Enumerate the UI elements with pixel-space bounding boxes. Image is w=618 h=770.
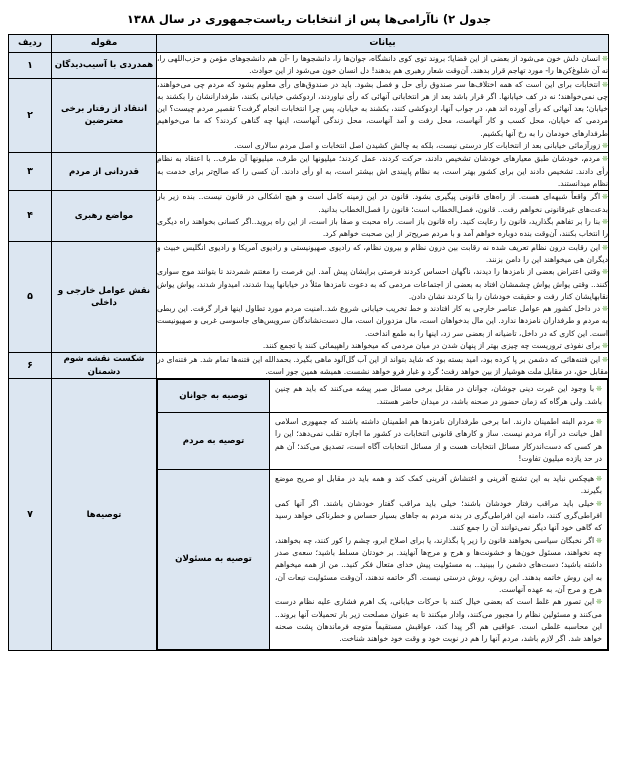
statement-paragraph: [157, 340, 608, 352]
statement-text: برای نفوذی تروریست چه چیزی بهتر از پنهان شدن در میان مردمی که میخواهند راهپیمائی کنند یا تجمع کنند.: [262, 341, 601, 351]
statement-paragraph: [275, 498, 602, 535]
category-cell: انتقاد از رفتار برخی معترضین: [52, 78, 157, 153]
table-row: [9, 353, 609, 379]
statement-paragraph: [275, 535, 602, 597]
statement-paragraph: [157, 242, 608, 267]
bullet-marker-icon: ❊: [596, 598, 602, 607]
statements-cell: [157, 153, 609, 191]
sub-row: [158, 412, 608, 469]
statement-paragraph: [157, 354, 608, 379]
statements-cell: [157, 191, 609, 241]
statement-text: اگر واقعاً شبهه‌ای هست. از راه‌های قانونی پیگیری بشود. قانون در این زمینه کامل است و هیچ اشکالی در قانون نیست.. بنده زیر بار بدعت‌های غیرقانونی نخواهم رفت.. قانون، فصل‌الخطاب است؛ قانون را فصل‌الخطاب بدانید.: [157, 192, 608, 214]
table-row: [9, 52, 609, 78]
statement-paragraph: [157, 153, 608, 190]
table-row: [9, 241, 609, 353]
sub-category-cell: توصیه به مردم: [158, 412, 270, 469]
sub-category-cell: توصیه به مسئولان: [158, 470, 270, 650]
statement-text: این فتنه‌هائی که دشمن بر پا کرده بود، امید بسته بود که شاید بتواند از این آب گل‌آلود ماهی بگیرد. بحمدالله این فتنه‌ها تمام شد. هر فتنه‌ای در مقابل حق، در مقابل ملت هوشیار از بین خواهد رفت؛ گرد و غبار فرو خواهد نشست. همیشه همین جور است.: [157, 354, 608, 376]
bullet-marker-icon: ❊: [602, 193, 608, 202]
row-number-cell: ۲: [9, 78, 52, 153]
statement-text: این تصور هم غلط است که بعضی خیال کنند با حرکات خیابانی، یک اهرم فشاری علیه نظام درست می‌کنند و مسئولین نظام را مجبور می‌کنند، وادار میکنند تا به عنوان مصلحت زیر بار تحمیلات آنها بروند.. این محاسبه غلطی است. عواقبی هم اگر پیدا کند، عواقبش مستقیماً متوجه فرماندهان پشت صحنه خواهد شد. اگر لازم باشد، مردم آنها را هم در نوبت خود و وقت خود خواهند شناخت.: [275, 597, 602, 644]
row-number-cell: ۵: [9, 241, 52, 353]
bullet-marker-icon: ❊: [596, 475, 602, 484]
nested-statements-wrapper: [157, 379, 609, 651]
table-row: [9, 191, 609, 241]
sub-statements-cell: [270, 380, 608, 413]
statement-paragraph: [157, 303, 608, 340]
statement-text: مردم، خودشان طبق معیارهای خودشان تشخیص دادند، حرکت کردند، عمل کردند؛ میلیونها این طرف، میلیونها آن طرف.. با اعتقاد به نظام رأی دادند. تشخیص دادند این برای کشور بهتر است، به نظام پایبندی اش بیشتر است، به او رأی دادند. آن کسی را که صالح‌تر برای خدمت به نظام میدانستند.: [157, 154, 608, 189]
bullet-marker-icon: ❊: [602, 268, 608, 277]
statement-text: بنا را بر تفاهم بگذارید، قانون را رعایت کنید. راه قانون باز است. راه محبت و صفا باز است، از این راه بروید..اگر کسانی بخواهند راه دیگری را انتخاب بکنند، آن‌وقت بنده دوباره خواهم آمد و با مردم صریح‌تر از این صحبت خواهم کرد.: [157, 216, 608, 239]
statement-paragraph: [157, 266, 608, 303]
unrest-table: [8, 34, 609, 651]
sub-row: [158, 380, 608, 413]
bullet-marker-icon: ❊: [596, 536, 602, 545]
bullet-marker-icon: ❊: [602, 243, 608, 252]
statement-text: با وجود این غیرت دینی جوشان، جوانان در مقابل برخی مسائل صبر پیشه می‌کنند که باید هم چنین باشد. ولی هرگاه که زمان حضور در صحنه باشد، در میدان حاضر هستند.: [275, 384, 602, 406]
row-number-cell: ۱: [9, 52, 52, 78]
bullet-marker-icon: ❊: [596, 417, 602, 426]
sub-statements-cell: [270, 470, 608, 650]
sub-statements-table: [157, 379, 608, 650]
bullet-marker-icon: ❊: [602, 54, 608, 63]
sub-category-cell: توصیه به جوانان: [158, 380, 270, 413]
statements-cell: [157, 78, 609, 153]
sub-row: [158, 470, 608, 650]
bullet-marker-icon: ❊: [602, 217, 608, 226]
bullet-marker-icon: ❊: [602, 342, 608, 351]
table-header-row: [9, 34, 609, 52]
statement-paragraph: [275, 473, 602, 498]
statement-paragraph: [157, 140, 608, 152]
statement-text: مردم البته اطمینان دارند. اما برخی طرفداران نامزدها هم اطمینان داشته باشند که جمهوری اسلامی اهل خیانت در آراء مردم نیست. ساز و کارهای قانونی انتخابات در کشور ما اجازه تقلب نمی‌دهد؛ این را هر کسی که دست‌اندرکار مسائل انتخابات هست و از مسائل انتخابات آگاه است، تصدیق می‌کند؛ آن هم در حد یازده میلیون تفاوت!: [275, 416, 602, 463]
statement-text: اگر نخبگان سیاسی بخواهند قانون را زیر پا بگذارند، یا برای اصلاح ابرو، چشم را کور کنند، چه بخواهند، چه نخواهند، مسئول خون‌ها و خشونت‌ها و هرج و مرج‌ها آنهایند. بر خودتان مسلط باشید؛ سعه‌ی صدر داشته باشید؛ دست‌های دشمن را ببینید.. به مسئولیت پیش خدای متعال فکر کنید.. من از همه میخواهم به این روش خاتمه بدهند. این روش، روش درستی نیست. اگر خاتمه ندهند، آن‌وقت مسئولیت تبعات آن، هرج و مرج آن، به عهده آنهاست.: [275, 535, 602, 594]
statement-text: وقتی اعتراض بعضی از نامزدها را دیدند، ناگهان احساس کردند فرصتی برایشان پیش آمد. این فرصت را مغتنم شمردند تا بتوانند موج سواری کنند.. وقتی یواش یواش چشمشان افتاد به بعضی از اجتماعات مردمی که به دعوت نامزدها مثلاً در خیابانها پیدا شدند، امیدوار شدند، یواش یواش نقابهایشان کنار رفت و حقیقت خودشان را بنا کردند نشان دادن.: [157, 267, 608, 301]
bullet-marker-icon: ❊: [602, 305, 608, 314]
row-number-cell: ۳: [9, 153, 52, 191]
bullet-marker-icon: ❊: [596, 499, 602, 508]
row-number-cell: ۷: [9, 379, 52, 651]
statement-paragraph: [157, 191, 608, 216]
statements-cell: [157, 241, 609, 353]
statement-paragraph: [275, 596, 602, 645]
page-title: جدول ۲) ناآرامی‌ها پس از انتخابات ریاست‌جمهوری در سال ۱۳۸۸: [126, 12, 492, 26]
category-cell: نقش عوامل خارجی و داخلی: [52, 241, 157, 353]
row-number-cell: ۶: [9, 353, 52, 379]
column-header-statements: بیانات: [157, 34, 609, 52]
statement-paragraph: [157, 216, 608, 241]
table-row: [9, 78, 609, 153]
sub-statements-cell: [270, 412, 608, 469]
category-cell: شکست نقشه شوم دشمنان: [52, 353, 157, 379]
statement-text: زورآزمائی خیابانی بعد از انتخابات کار درستی نیست، بلکه به چالش کشیدن اصل انتخابات و اصل مردم سالاری است.: [234, 141, 601, 151]
statement-text: خیلی باید مراقب رفتار خودشان باشند؛ خیلی باید مراقب گفتار خودشان باشند. اگر آنها کمی افراطی‌گری کنند، دامنه این افراطی‌گری در بدنه مردم به جاهای بسیار حساس و خطرناکی خواهد رسید که گاهی خود آنها دیگر نمی‌توانند آن را جمع کنند.: [275, 498, 602, 533]
group-category-cell: توصیه‌ها: [52, 379, 157, 651]
table-header: [9, 34, 609, 52]
statement-text: انتخابات برای این است که همه اختلاف‌ها سر صندوق رأی حل و فصل بشود. باید در صندوق‌های رأی معلوم بشود که مردم چی می‌خواهند، چی نمی‌خواهند؛ نه در کف خیابانها. اگر قرار باشد بعد از هر انتخاباتی آنهائی که رأی نیاوردند، اردوکشی خیابانی بکنند، طرفدارانشان را بکشند به خیابان؛ بعد آنهائی که رأی آورده اند هم، در جواب آنها، اردوکشی کنند، بکشند به خیابان، پس چرا انتخابات انجام گرفت؟ تقصیر مردم چیست؟ این مردمی که خیابان، محل کسب و کار آنهاست، محل رفت و آمد آنهاست، محل زندگی آنهاست، اینها چه گناهی کردند؟ که ما می‌خواهیم طرفدارهای خودمان را به رخ آنها بکشیم.: [157, 79, 608, 138]
statements-cell: [157, 52, 609, 78]
bullet-marker-icon: ❊: [602, 355, 608, 364]
table-body: [9, 52, 609, 650]
statement-text: در داخل کشور هم عوامل عناصر خارجی به کار افتادند و خط تخریب خیابانی شروع شد..امنیت مردم مورد تطاول اینها قرار گرفت. این ربطی به مردم و طرفداران نامزدها ندارد. این مال بدخواهان است، مال مزدوران است، مال دست‌نشاندگان سرویس‌های جاسوسی غربی و صهیونیست است. این کاری که در داخل، تاضیانه از بعضی سر زد، اینها را به طمع انداخت.: [157, 304, 608, 338]
statement-text: هیچکس نباید به این تشنج آفرینی و اغتشاش آفرینی کمک کند و همه باید در مقابل او صریح موضع بگیرند.: [275, 474, 602, 496]
bullet-marker-icon: ❊: [602, 155, 608, 164]
statement-paragraph: [275, 383, 602, 408]
table-row: [9, 379, 609, 651]
statement-text: انسان دلش خون می‌شود از بعضی از این قضایا؛ بروند توی کوی دانشگاه، جوان‌ها را، دانشجوها را -آن هم دانشجوهای مؤمن و حزب‌اللهی را، نه آن شلوغ‌کن‌ها را- مورد تهاجم قرار بدهند. آن‌وقت شعار رهبری هم بدهند! دل انسان خون می‌شود از این حوادث.: [157, 53, 608, 76]
column-header-category: مقوله: [52, 34, 157, 52]
bullet-marker-icon: ❊: [602, 142, 608, 151]
category-cell: همدردی با آسیب‌دیدگان: [52, 52, 157, 78]
statement-text: این رقابت درون نظام تعریف شده نه رقابت بین درون نظام و بیرون نظام، که رادیوی صهیونیستی و رادیوی آمریکا و رادیوی انگلیس خبیث و دیگران هی میخواهند این را دامن بزنند.: [157, 242, 608, 264]
category-cell: مواضع رهبری: [52, 191, 157, 241]
statements-cell: [157, 353, 609, 379]
category-cell: قدردانی از مردم: [52, 153, 157, 191]
column-header-row-number: ردیف: [9, 34, 52, 52]
bullet-marker-icon: ❊: [602, 80, 608, 89]
row-number-cell: ۴: [9, 191, 52, 241]
statement-paragraph: [157, 53, 608, 78]
table-row: [9, 153, 609, 191]
statement-paragraph: [157, 79, 608, 141]
bullet-marker-icon: ❊: [596, 385, 602, 394]
statement-paragraph: [275, 416, 602, 465]
